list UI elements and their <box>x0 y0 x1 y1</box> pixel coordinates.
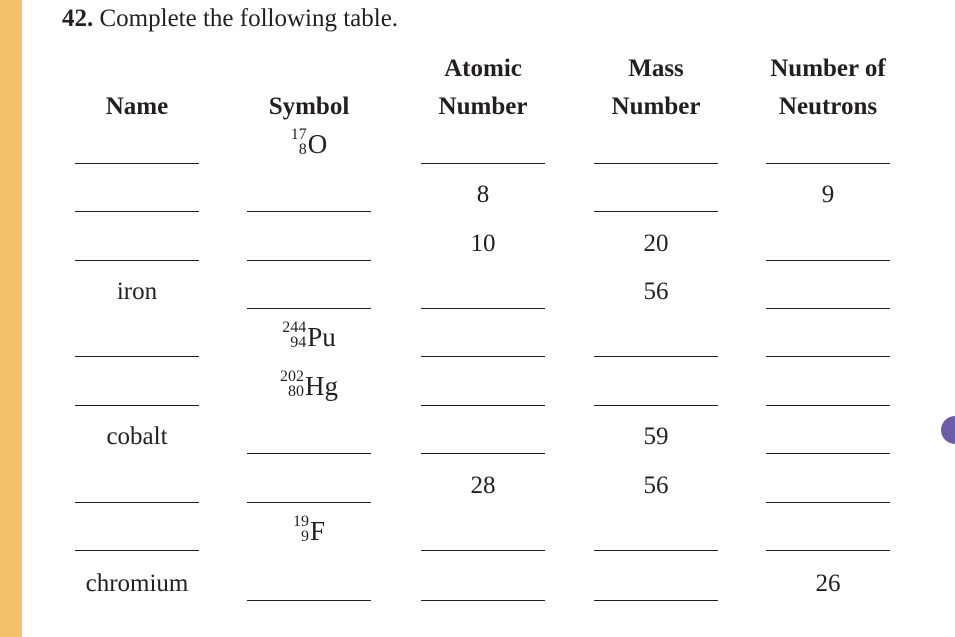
answer-blank <box>594 356 718 357</box>
table-cell-mass-number <box>594 263 718 309</box>
answer-blank <box>594 405 718 406</box>
cell-value: chromium <box>85 570 189 597</box>
nuclide-numbers <box>291 127 307 157</box>
table-cell-mass-number <box>594 215 718 261</box>
answer-blank <box>766 453 890 454</box>
cell-value: 26 <box>815 570 841 597</box>
answer-blank <box>421 308 545 309</box>
nuclide-numbers <box>280 369 304 399</box>
table-cell-atomic-number <box>421 311 545 357</box>
element-symbol: Hg <box>305 371 338 401</box>
table-cell-name <box>75 360 199 406</box>
table-cell-name <box>75 457 199 503</box>
table-cell-name <box>75 505 199 551</box>
header-neutrons: Neutrons <box>778 93 878 120</box>
element-symbol: O <box>307 129 328 159</box>
table-cell-symbol <box>247 311 371 357</box>
nuclide-numbers <box>293 514 309 544</box>
header-atomic-number-line1: Atomic <box>444 55 522 82</box>
table-cell-name <box>75 263 199 309</box>
table-cell-atomic-number <box>421 457 545 503</box>
table-cell-atomic-number <box>421 215 545 261</box>
table-cell-name <box>75 555 199 601</box>
table-cell-neutrons <box>766 555 890 601</box>
table-cell-name <box>75 408 199 454</box>
cell-value: iron <box>116 278 158 305</box>
answer-blank <box>247 211 371 212</box>
answer-blank <box>247 308 371 309</box>
problem-text: Complete the following table. <box>99 5 399 32</box>
answer-blank <box>75 405 199 406</box>
header-name: Name <box>105 93 169 120</box>
table-cell-mass-number <box>594 360 718 406</box>
mass-number-superscript: 244 <box>282 319 307 336</box>
header-symbol: Symbol <box>268 93 350 120</box>
table-cell-mass-number <box>594 457 718 503</box>
answer-blank <box>421 356 545 357</box>
answer-blank <box>75 502 199 503</box>
answer-blank <box>766 356 890 357</box>
table-cell-mass-number <box>594 505 718 551</box>
cell-value: 8 <box>476 181 490 208</box>
cell-value: 56 <box>643 472 669 499</box>
cell-value: 59 <box>643 423 669 450</box>
cell-value: cobalt <box>106 423 168 450</box>
nuclide <box>293 514 325 545</box>
answer-blank <box>421 453 545 454</box>
answer-blank <box>766 502 890 503</box>
table-cell-atomic-number <box>421 505 545 551</box>
table-cell-symbol <box>247 263 371 309</box>
answer-blank <box>421 405 545 406</box>
mass-number-superscript: 19 <box>292 513 309 530</box>
nuclide-symbol <box>247 126 371 158</box>
answer-blank <box>247 260 371 261</box>
table-cell-neutrons <box>766 457 890 503</box>
table-cell-neutrons <box>766 311 890 357</box>
table-cell-symbol <box>247 166 371 212</box>
table-cell-atomic-number <box>421 555 545 601</box>
table-cell-neutrons <box>766 408 890 454</box>
cell-value: 28 <box>470 472 496 499</box>
nuclide <box>280 369 338 400</box>
atomic-number-subscript: 94 <box>290 334 307 351</box>
answer-blank <box>421 550 545 551</box>
header-atomic-number: Number <box>438 93 528 120</box>
cell-value: 10 <box>470 230 496 257</box>
mass-number-superscript: 17 <box>290 126 307 143</box>
answer-blank <box>421 600 545 601</box>
table-cell-mass-number <box>594 408 718 454</box>
table-cell-neutrons <box>766 166 890 212</box>
answer-blank <box>75 356 199 357</box>
element-symbol: Pu <box>307 322 336 352</box>
element-symbol: F <box>309 516 326 546</box>
table-cell-neutrons <box>766 118 890 164</box>
table-cell-symbol <box>247 505 371 551</box>
answer-blank <box>421 163 545 164</box>
nuclide-symbol <box>247 319 371 351</box>
answer-blank <box>75 163 199 164</box>
table-cell-symbol <box>247 408 371 454</box>
table-cell-symbol <box>247 118 371 164</box>
answer-blank <box>247 453 371 454</box>
nuclide-numbers <box>282 320 306 350</box>
table-cell-symbol <box>247 555 371 601</box>
answer-blank <box>766 405 890 406</box>
table-cell-symbol <box>247 360 371 406</box>
answer-blank <box>247 502 371 503</box>
table-cell-neutrons <box>766 215 890 261</box>
header-neutrons-line1: Number of <box>770 55 886 82</box>
nuclide-symbol <box>247 368 371 400</box>
problem-number: 42. <box>62 5 94 32</box>
mass-number-superscript: 202 <box>280 368 304 385</box>
table-cell-neutrons <box>766 360 890 406</box>
atomic-number-subscript: 80 <box>288 383 304 400</box>
table-cell-neutrons <box>766 505 890 551</box>
table-cell-symbol <box>247 215 371 261</box>
table-cell-mass-number <box>594 555 718 601</box>
table-cell-symbol <box>247 457 371 503</box>
table-cell-name <box>75 311 199 357</box>
answer-blank <box>247 600 371 601</box>
answer-blank <box>594 600 718 601</box>
cell-value: 9 <box>821 181 835 208</box>
answer-blank <box>75 550 199 551</box>
nuclide <box>291 127 328 158</box>
header-mass-number-line1: Mass <box>628 55 684 82</box>
table-cell-atomic-number <box>421 408 545 454</box>
atomic-number-subscript: 9 <box>300 528 309 545</box>
table-cell-atomic-number <box>421 360 545 406</box>
answer-blank <box>766 550 890 551</box>
cell-value: 20 <box>643 230 669 257</box>
header-mass-number: Number <box>611 93 701 120</box>
table-cell-atomic-number <box>421 263 545 309</box>
nuclide-symbol <box>247 513 371 545</box>
answer-blank <box>75 211 199 212</box>
table-cell-name <box>75 118 199 164</box>
table-cell-atomic-number <box>421 118 545 164</box>
table-cell-mass-number <box>594 118 718 164</box>
table-cell-mass-number <box>594 166 718 212</box>
table-cell-neutrons <box>766 263 890 309</box>
table-cell-name <box>75 215 199 261</box>
answer-blank <box>594 211 718 212</box>
cell-value: 56 <box>643 278 669 305</box>
table-cell-name <box>75 166 199 212</box>
answer-blank <box>594 163 718 164</box>
answer-blank <box>594 550 718 551</box>
answer-blank <box>766 308 890 309</box>
nuclide <box>282 320 336 351</box>
answer-blank <box>766 163 890 164</box>
answer-blank <box>766 260 890 261</box>
table-cell-atomic-number <box>421 166 545 212</box>
atomic-number-subscript: 8 <box>298 141 307 158</box>
table-cell-mass-number <box>594 311 718 357</box>
answer-blank <box>75 260 199 261</box>
